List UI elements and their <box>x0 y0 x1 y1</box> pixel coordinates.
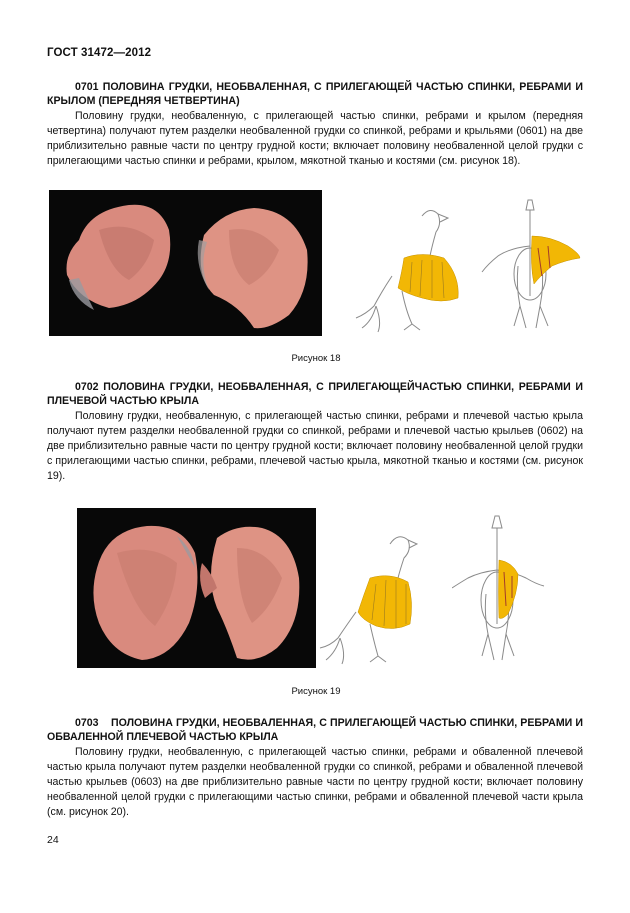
figure-19-side-diagram <box>318 520 418 668</box>
chicken-skeleton-side-icon <box>352 196 470 336</box>
section-text-0703: Половину грудки, необваленную, с прилегающей частью спинки, ребрами и обваленной плечевой частью крыла получают путем разделки необваленной грудки со спинкой, ребрами и обваленной плечевой частью крыльев (0603) на две приблизительно равные части по центру грудной кости; включает половину необваленной целой грудки с прилегающими частью спинки, ребрами и обваленной плечевой части крыла (см. рисунок 20). <box>47 746 583 818</box>
figure-19-photo <box>77 508 316 668</box>
page-number: 24 <box>47 834 59 846</box>
figure-18-front-diagram <box>480 196 585 336</box>
figure-18-caption: Рисунок 18 <box>291 353 341 364</box>
figure-18-side-diagram <box>352 196 470 336</box>
chicken-skeleton-front-icon <box>452 514 546 668</box>
section-text-0701: Половину грудки, необваленную, с прилегающей частью спинки, ребрами и крылом (передняя четвертина) получают путем разделки необваленной грудки со спинкой, ребрами и крыльями (0601) на две приблизительно равные части по центру грудной кости; включает половину необваленной целой грудки с прилегающими частью спинки и ребрами, крылом, мякотной тканью и костями (см. рисунок 18). <box>47 110 583 167</box>
chicken-skeleton-front-icon <box>480 196 585 336</box>
figure-19-front-diagram <box>452 514 546 668</box>
figure-19-caption: Рисунок 19 <box>291 686 341 697</box>
figure-18-photo <box>49 190 322 336</box>
chicken-skeleton-side-icon <box>318 520 418 668</box>
section-title-0702: 0702 ПОЛОВИНА ГРУДКИ, НЕОБВАЛЕННАЯ, С ПРИЛЕГАЮЩЕЙЧАСТЬЮ СПИНКИ, РЕБРАМИ И ПЛЕЧЕВОЙ ЧАСТЬЮ КРЫЛА <box>47 381 583 407</box>
meat-pieces-image <box>49 190 322 336</box>
meat-pieces-image <box>77 508 316 668</box>
section-title-0701: 0701 ПОЛОВИНА ГРУДКИ, НЕОБВАЛЕННАЯ, С ПРИЛЕГАЮЩЕЙ ЧАСТЬЮ СПИНКИ, РЕБРАМИ И КРЫЛОМ (ПЕРЕДНЯЯ ЧЕТВЕРТИНА) <box>47 81 583 107</box>
section-title-0703: 0703 ПОЛОВИНА ГРУДКИ, НЕОБВАЛЕННАЯ, С ПРИЛЕГАЮЩЕЙ ЧАСТЬЮ СПИНКИ, РЕБРАМИ И ОБВАЛЕННОЙ ПЛЕЧЕВОЙ ЧАСТЬЮ КРЫЛА <box>47 717 586 743</box>
document-header: ГОСТ 31472—2012 <box>47 47 152 59</box>
section-text-0702: Половину грудки, необваленную, с прилегающей частью спинки, ребрами и плечевой частью крыла получают путем разделки необваленной грудки со спинкой, ребрами и плечевой частью крыльев (0602) на две приблизительно равные части по центру грудной кости; включает половину необваленной целой грудки с прилегающими частью спинки, ребрами, плечевой частью крыла, мякотной тканью и костями (см. рисунок 19). <box>47 410 583 482</box>
